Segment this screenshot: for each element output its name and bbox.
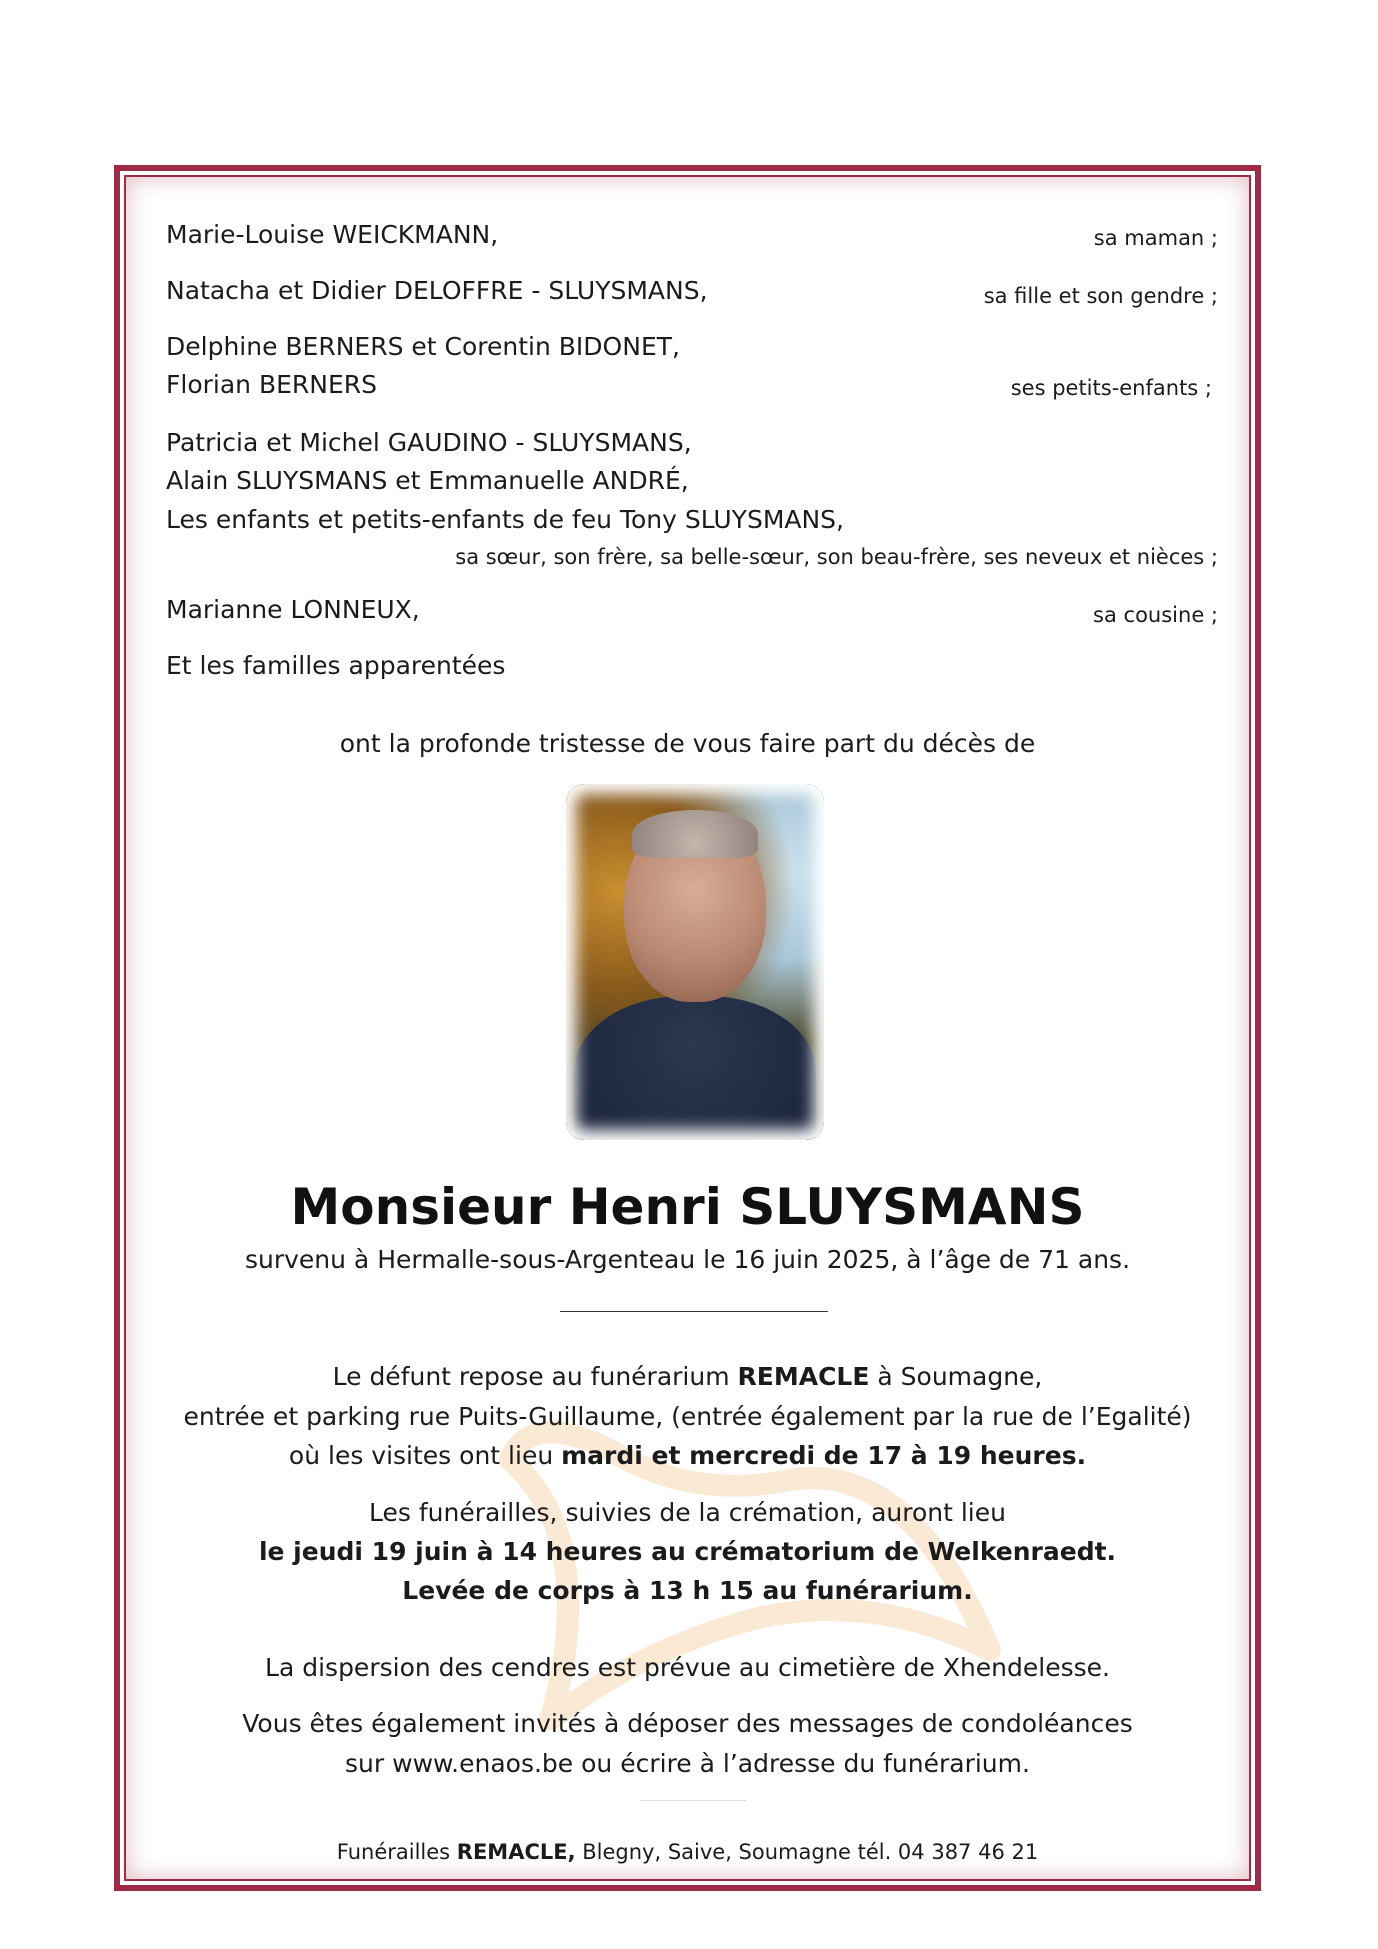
family-relation: sa fille et son gendre ;: [983, 284, 1218, 308]
footer-text: Funérailles: [336, 1840, 457, 1864]
portrait-photo-icon: [566, 784, 824, 1140]
funeral-line-1: Les funérailles, suivies de la crémation, auront lieu: [369, 1498, 1006, 1527]
funeral-line-3: Levée de corps à 13 h 15 au funérarium.: [402, 1576, 973, 1605]
deceased-name: Monsieur Henri SLUYSMANS: [290, 1178, 1085, 1236]
visitation-hours: mardi et mercredi de 17 à 19 heures.: [561, 1441, 1087, 1470]
family-name: Les enfants et petits-enfants de feu Tony SLUYSMANS,: [166, 505, 845, 534]
family-name: Alain SLUYSMANS et Emmanuelle ANDRÉ,: [166, 466, 689, 495]
footer: [114, 1835, 1261, 1869]
funeral-line-2: le jeudi 19 juin à 14 heures au crématorium de Welkenraedt.: [258, 1537, 1117, 1566]
family-relation: sa maman ;: [1093, 226, 1218, 250]
visitation-line-3: [114, 1437, 1261, 1475]
condolences-line-1: Vous êtes également invités à déposer des messages de condoléances: [242, 1709, 1133, 1738]
family-name: Marianne LONNEUX,: [166, 595, 420, 624]
divider: [560, 1311, 828, 1312]
dispersion-text: La dispersion des cendres est prévue au cimetière de Xhendelesse.: [265, 1653, 1110, 1682]
funeral-home-name: REMACLE: [737, 1362, 870, 1391]
family-name: Natacha et Didier DELOFFRE - SLUYSMANS,: [166, 276, 708, 305]
family-relation: sa cousine ;: [1093, 603, 1218, 627]
family-name: Patricia et Michel GAUDINO - SLUYSMANS,: [166, 428, 692, 457]
deceased-details: survenu à Hermalle-sous-Argenteau le 16 juin 2025, à l’âge de 71 ans.: [244, 1245, 1131, 1274]
family-name: Delphine BERNERS et Corentin BIDONET,: [166, 332, 680, 361]
visitation-text: à Soumagne,: [869, 1362, 1043, 1391]
visitation-line-1: [114, 1358, 1261, 1396]
visitation-line-2: entrée et parking rue Puits-Guillaume, (entrée également par la rue de l’Egalité): [183, 1402, 1192, 1431]
footer-company: REMACLE,: [456, 1840, 576, 1864]
family-name: Et les familles apparentées: [166, 651, 506, 680]
footer-text: Blegny, Saive, Soumagne tél. 04 387 46 21: [575, 1840, 1039, 1864]
footer-divider: [640, 1800, 746, 1801]
family-relation: sa sœur, son frère, sa belle-sœur, son beau-frère, ses neveux et nièces ;: [455, 545, 1218, 569]
visitation-text: où les visites ont lieu: [288, 1441, 562, 1470]
family-relation: ses petits-enfants ;: [1010, 376, 1212, 400]
announcement-text: ont la profonde tristesse de vous faire part du décès de: [339, 729, 1036, 758]
visitation-text: Le défunt repose au funérarium: [332, 1362, 738, 1391]
condolences-line-2: sur www.enaos.be ou écrire à l’adresse du funérarium.: [345, 1749, 1030, 1778]
family-name: Florian BERNERS: [166, 370, 378, 399]
family-name: Marie-Louise WEICKMANN,: [166, 220, 499, 249]
